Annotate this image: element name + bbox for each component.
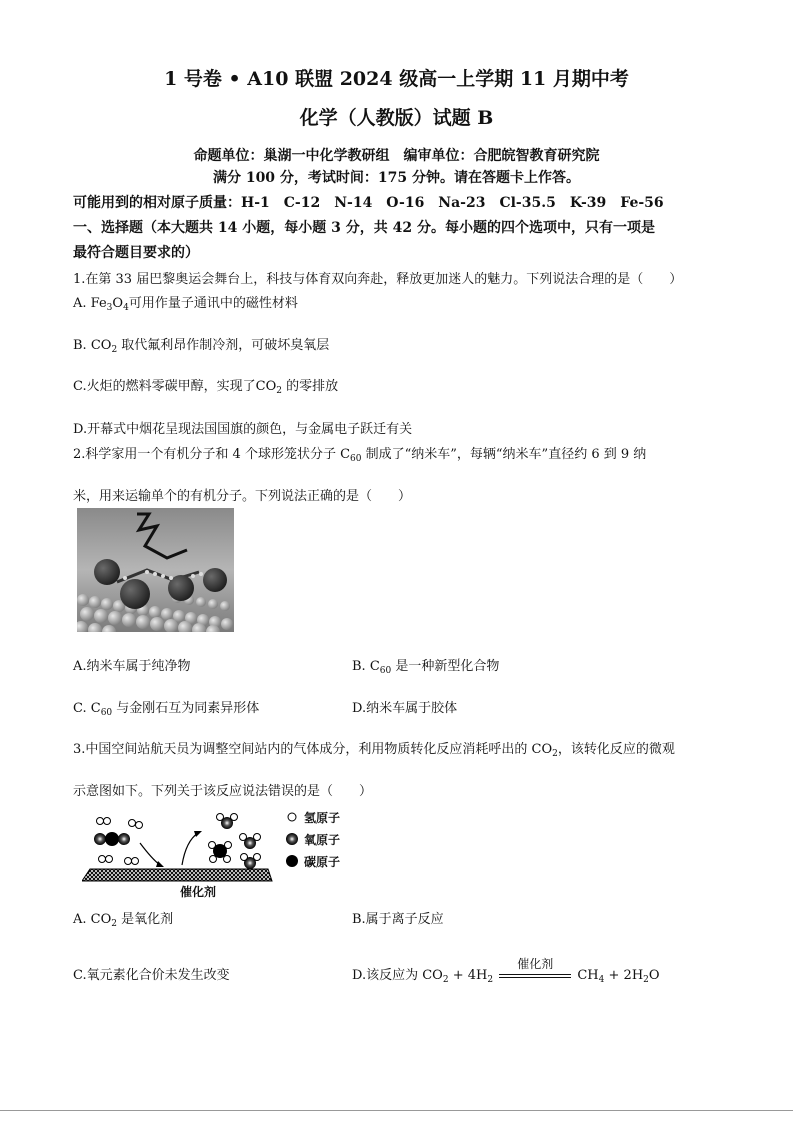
q1-option-b: B. $CO_2$ 取代氟利昂作制冷剂，可破坏臭氧层 — [73, 338, 330, 355]
exam-info: 满分 100 分，考试时间：175 分钟。请在答题卡上作答。 — [212, 170, 581, 186]
exam-title: 1 号卷 • A10 联盟 2024 级高一上学期 11 月期中考 — [164, 68, 629, 90]
q3-option-d: D.该反应为 $CO_2 + 4H_2$ 催化剂 $CH_4 + 2H_2O$ — [352, 956, 660, 985]
q3-stem-cont: 示意图如下。下列关于该反应说法错误的是（ ） — [73, 784, 373, 799]
q3-option-b: B.属于离子反应 — [352, 912, 444, 927]
q1-option-c: C.火炬的燃料零碳甲醇，实现了$CO_2$ 的零排放 — [73, 379, 339, 396]
q2-stem-cont: 米，用来运输单个的有机分子。下列说法正确的是（ ） — [73, 489, 412, 504]
q3-option-c: C.氧元素化合价未发生改变 — [73, 968, 230, 983]
atomic-masses: 可能用到的相对原子质量：H-1 C-12 N-14 O-16 Na-23 Cl-35.5 K-39 Fe-56 — [73, 195, 664, 211]
legend-hydrogen: 氢原子 — [304, 811, 341, 825]
reaction-diagram — [82, 803, 352, 903]
reaction-condition: 催化剂 — [517, 956, 554, 971]
q1-stem: 1.在第 33 届巴黎奥运会舞台上，科技与体育双向奔赴，释放更加迷人的魅力。下列说法合理的是（ ） — [73, 272, 683, 287]
q2-option-c: C. $C_{60}$ 与金刚石互为同素异形体 — [73, 701, 260, 718]
q1-option-d: D.开幕式中烟花呈现法国国旗的颜色，与金属电子跃迁有关 — [73, 422, 413, 437]
q3-option-a: A. $CO_2$ 是氧化剂 — [73, 912, 174, 929]
catalyst-label: 催化剂 — [180, 885, 217, 899]
legend-carbon: 碳原子 — [304, 855, 341, 869]
nanocar-image — [77, 508, 234, 632]
section-heading: 一、选择题（本大题共 14 小题，每小题 3 分，共 42 分。每小题的四个选项中，只有一项是 — [73, 220, 655, 236]
q2-option-a: A.纳米车属于纯净物 — [73, 659, 191, 674]
legend-oxygen: 氧原子 — [304, 833, 341, 847]
author-units: 命题单位：巢湖一中化学教研组 编审单位：合肥皖智教育研究院 — [193, 148, 600, 164]
section-heading-cont: 最符合题目要求的） — [73, 245, 199, 261]
q3-stem: 3.中国空间站航天员为调整空间站内的气体成分，利用物质转化反应消耗呼出的 $CO_2$，该转化反应的微观 — [73, 742, 675, 759]
exam-subtitle: 化学（人教版）试题 B — [299, 107, 494, 129]
q2-stem: 2.科学家用一个有机分子和 4 个球形笼状分子 $C_{60}$ 制成了“纳米车”，每辆“纳米车”直径约 6 到 9 纳 — [73, 447, 647, 464]
q1-option-a: A. $Fe_3O_4$可用作量子通讯中的磁性材料 — [73, 296, 298, 313]
q2-option-d: D.纳米车属于胶体 — [352, 701, 458, 716]
q2-option-b: B. $C_{60}$ 是一种新型化合物 — [352, 659, 500, 676]
page-bottom-rule — [0, 1110, 793, 1111]
